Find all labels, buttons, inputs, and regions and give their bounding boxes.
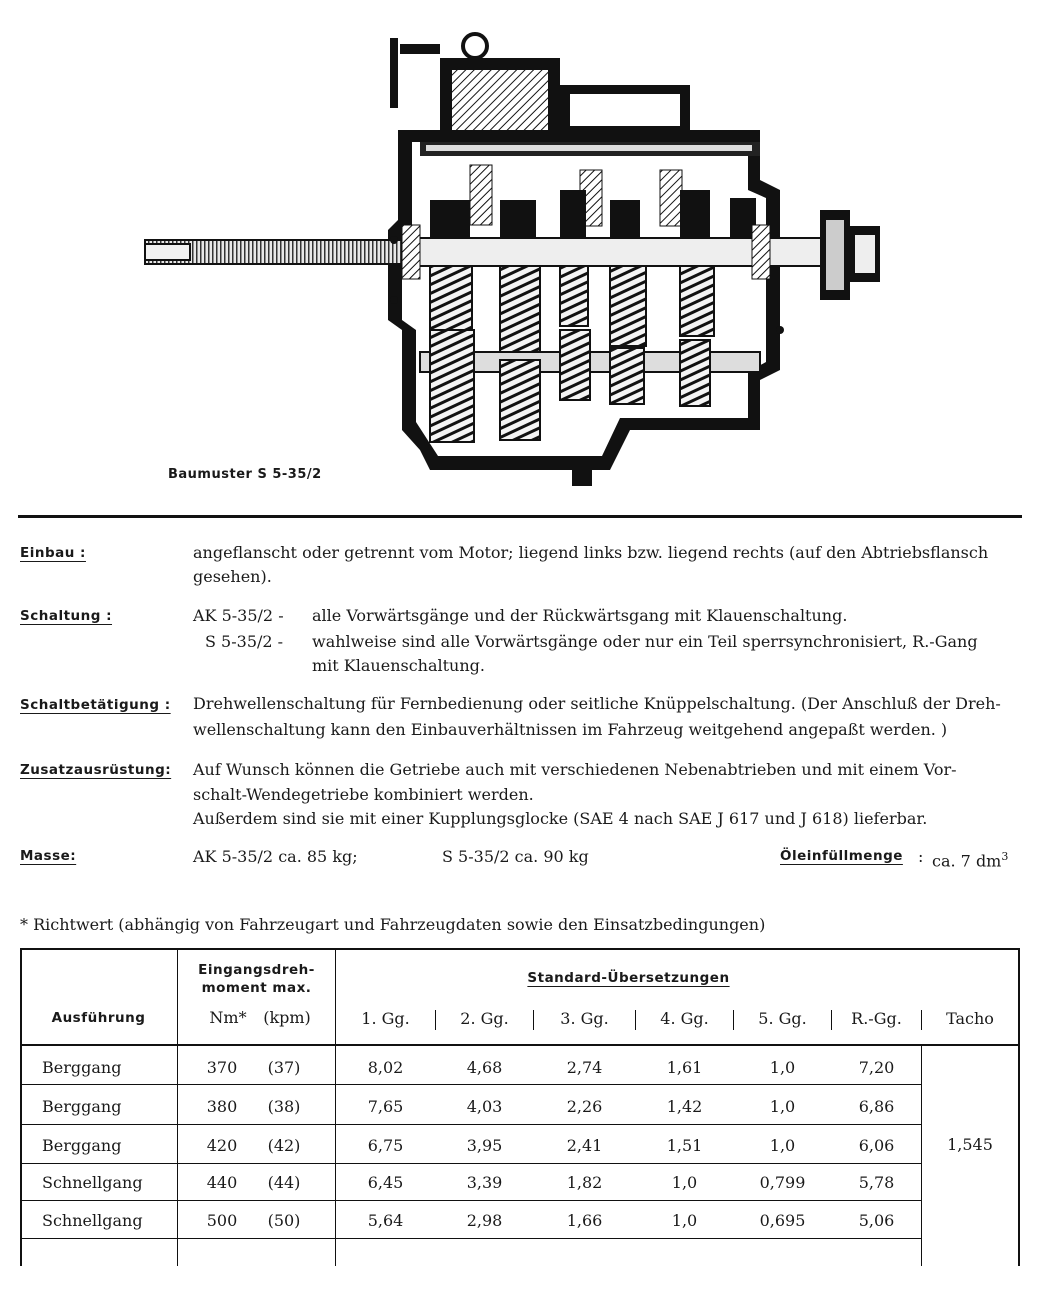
cell-gear-5: 1,0	[769, 1136, 796, 1155]
cell-ausfuehrung: Berggang	[42, 1136, 122, 1155]
cell-torque-nm: 500	[206, 1211, 238, 1230]
cell-torque-nm: 380	[206, 1097, 238, 1116]
cell-gear-5: 0,695	[759, 1211, 806, 1230]
tacho-value: 1,545	[947, 1135, 993, 1154]
cell-gear-3: 2,26	[566, 1097, 603, 1116]
oelfuellmenge-separator: :	[918, 847, 924, 866]
cell-gear-2: 4,68	[466, 1058, 503, 1077]
figure-caption: Baumuster S 5-35/2	[168, 467, 322, 482]
masse-ak: AK 5-35/2 ca. 85 kg;	[193, 847, 358, 866]
cell-gear-1: 7,65	[367, 1097, 404, 1116]
gearbox-cross-section-illustration	[140, 30, 900, 500]
cell-gear-1: 5,64	[367, 1211, 404, 1230]
header-torque-line-2: moment max.	[201, 980, 312, 996]
einbau-line-1: angeflanscht oder getrennt vom Motor; liegend links bzw. liegend rechts (auf den Abtriebsflansch	[193, 543, 989, 562]
schaltung-text-s-line-1: wahlweise sind alle Vorwärtsgänge oder nur ein Teil sperrsynchronisiert, R.-Gang	[312, 632, 978, 651]
cell-gear-5: 0,799	[759, 1173, 806, 1192]
cell-gear-6: 5,78	[858, 1173, 895, 1192]
cell-ausfuehrung: Berggang	[42, 1058, 122, 1077]
schaltung-text-ak: alle Vorwärtsgänge und der Rückwärtsgang mit Klauenschaltung.	[312, 606, 848, 625]
label-einbau: Einbau :	[20, 545, 86, 561]
cell-gear-3: 1,66	[566, 1211, 603, 1230]
zusatz-line-2: schalt-Wendegetriebe kombiniert werden.	[193, 785, 534, 804]
label-schaltbetaetigung: Schaltbetätigung :	[20, 697, 171, 713]
cell-gear-4: 1,42	[666, 1097, 703, 1116]
cell-gear-5: 1,0	[769, 1097, 796, 1116]
cell-torque-kpm: (42)	[267, 1136, 301, 1155]
label-oelfuellmenge: Öleinfüllmenge	[780, 848, 903, 864]
gear-ratio-table	[20, 948, 1020, 1266]
cell-gear-1: 6,45	[367, 1173, 404, 1192]
cell-gear-1: 8,02	[367, 1058, 404, 1077]
cell-torque-kpm: (44)	[267, 1173, 301, 1192]
cell-torque-nm: 370	[206, 1058, 238, 1077]
cell-gear-2: 2,98	[466, 1211, 503, 1230]
schaltbetaetigung-line-2: wellenschaltung kann den Einbauverhältnissen im Fahrzeug weitgehend angepaßt werden. )	[193, 720, 948, 739]
cell-gear-5: 1,0	[769, 1058, 796, 1077]
schaltung-model-ak: AK 5-35/2 -	[193, 606, 284, 625]
cell-gear-6: 6,06	[858, 1136, 895, 1155]
schaltbetaetigung-line-1: Drehwellenschaltung für Fernbedienung oder seitliche Knüppelschaltung. (Der Anschluß der Dreh-	[193, 694, 1001, 713]
label-zusatzausruestung: Zusatzausrüstung:	[20, 762, 172, 778]
masse-s: S 5-35/2 ca. 90 kg	[442, 847, 589, 866]
header-standard-uebersetzungen: Standard-Übersetzungen	[527, 970, 730, 986]
label-masse: Masse:	[20, 848, 77, 864]
cell-gear-4: 1,51	[666, 1136, 703, 1155]
cell-gear-6: 5,06	[858, 1211, 895, 1230]
cell-gear-4: 1,0	[671, 1211, 698, 1230]
cell-gear-3: 2,41	[566, 1136, 603, 1155]
cell-ausfuehrung: Schnellgang	[42, 1211, 143, 1230]
schaltung-model-s: S 5-35/2 -	[205, 632, 284, 651]
header-gear-6: R.-Gg.	[851, 1009, 902, 1028]
header-gear-2: 2. Gg.	[460, 1009, 509, 1028]
zusatz-line-3: Außerdem sind sie mit einer Kupplungsglocke (SAE 4 nach SAE J 617 und J 618) lieferbar.	[193, 809, 928, 828]
zusatz-line-1: Auf Wunsch können die Getriebe auch mit verschiedenen Nebenabtrieben und mit einem Vor-	[193, 760, 957, 779]
cell-gear-6: 6,86	[858, 1097, 895, 1116]
section-divider	[18, 515, 1022, 518]
cell-ausfuehrung: Schnellgang	[42, 1173, 143, 1192]
header-torque-line-1: Eingangsdreh-	[198, 962, 315, 978]
cell-gear-2: 3,95	[466, 1136, 503, 1155]
cell-torque-kpm: (38)	[267, 1097, 301, 1116]
cell-ausfuehrung: Berggang	[42, 1097, 122, 1116]
einbau-line-2: gesehen).	[193, 567, 272, 586]
cell-torque-kpm: (50)	[267, 1211, 301, 1230]
cell-gear-3: 1,82	[566, 1173, 603, 1192]
cell-torque-nm: 420	[206, 1136, 238, 1155]
oelfuellmenge-value: ca. 7 $dm^3$	[932, 850, 1009, 871]
cell-gear-1: 6,75	[367, 1136, 404, 1155]
cell-torque-nm: 440	[206, 1173, 238, 1192]
header-ausfuehrung: Ausführung	[51, 1010, 146, 1026]
label-schaltung: Schaltung :	[20, 608, 113, 624]
cell-gear-4: 1,0	[671, 1173, 698, 1192]
header-gear-3: 3. Gg.	[560, 1009, 609, 1028]
header-gear-4: 4. Gg.	[660, 1009, 709, 1028]
schaltung-text-s-line-2: mit Klauenschaltung.	[312, 656, 485, 675]
cell-gear-2: 4,03	[466, 1097, 503, 1116]
header-torque-kpm: (kpm)	[263, 1008, 311, 1027]
cell-gear-2: 3,39	[466, 1173, 503, 1192]
cell-gear-4: 1,61	[666, 1058, 703, 1077]
header-torque-nm: Nm*	[209, 1008, 247, 1027]
header-gear-7: Tacho	[946, 1009, 994, 1028]
footnote: * Richtwert (abhängig von Fahrzeugart und Fahrzeugdaten sowie den Einsatzbedingungen)	[20, 915, 766, 934]
cell-gear-6: 7,20	[858, 1058, 895, 1077]
cell-torque-kpm: (37)	[267, 1058, 301, 1077]
header-gear-5: 5. Gg.	[758, 1009, 807, 1028]
cell-gear-3: 2,74	[566, 1058, 603, 1077]
header-gear-1: 1. Gg.	[361, 1009, 410, 1028]
